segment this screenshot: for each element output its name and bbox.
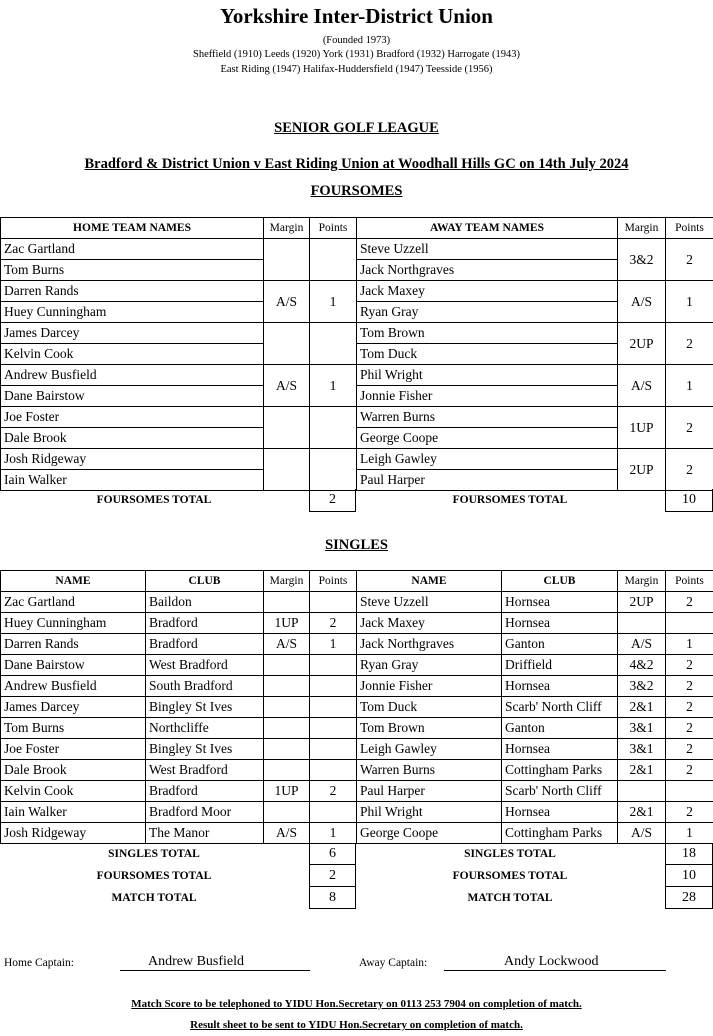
away-captain-line — [444, 970, 666, 971]
margin-header: Margin — [618, 571, 666, 592]
away-club: Hornsea — [502, 613, 618, 634]
home-captain-label: Home Captain: — [4, 957, 74, 969]
away-player-name: Tom Brown — [357, 323, 618, 344]
foursomes-row — [1, 428, 713, 449]
away-margin: 2&1 — [618, 802, 666, 823]
away-match-total: 28 — [682, 890, 696, 905]
home-margin — [264, 760, 310, 781]
home-margin: A/S — [264, 823, 310, 844]
home-margin — [264, 449, 310, 491]
away-name: Ryan Gray — [357, 655, 502, 676]
away-player-name: Jack Northgraves — [357, 260, 618, 281]
home-club-header: CLUB — [146, 571, 264, 592]
home-points — [310, 449, 357, 491]
home-club: South Bradford — [146, 676, 264, 697]
away-margin: A/S — [618, 281, 666, 323]
away-margin: 2UP — [618, 449, 666, 491]
home-club: Northcliffe — [146, 718, 264, 739]
away-margin: 4&2 — [618, 655, 666, 676]
foursomes-body — [1, 239, 713, 491]
home-margin: A/S — [264, 634, 310, 655]
foursomes-row — [1, 239, 713, 260]
home-name: Josh Ridgeway — [1, 823, 146, 844]
home-points — [310, 407, 357, 449]
foursomes-table — [0, 217, 713, 491]
away-points: 2 — [666, 760, 713, 781]
away-player-name: Warren Burns — [357, 407, 618, 428]
home-margin: 1UP — [264, 781, 310, 802]
singles-row — [1, 676, 713, 697]
home-name: Andrew Busfield — [1, 676, 146, 697]
home-club: Bradford — [146, 634, 264, 655]
home-name-header: NAME — [1, 571, 146, 592]
away-name: Tom Duck — [357, 697, 502, 718]
home-name: Joe Foster — [1, 739, 146, 760]
home-captain-line — [120, 970, 310, 971]
home-points — [310, 739, 357, 760]
singles-header-row — [1, 571, 713, 592]
home-points: 1 — [310, 634, 357, 655]
away-margin: 1UP — [618, 407, 666, 449]
home-foursomes-total: 2 — [309, 489, 356, 512]
away-name: Phil Wright — [357, 802, 502, 823]
away-club-header: CLUB — [502, 571, 618, 592]
home-points — [310, 676, 357, 697]
league-heading: SENIOR GOLF LEAGUE — [274, 120, 439, 136]
away-points: 2 — [666, 697, 713, 718]
footer-phone-note: Match Score to be telephoned to YIDU Hon.Secretary on 0113 253 7904 on completion of match. — [131, 998, 582, 1010]
home-player-name: Tom Burns — [1, 260, 264, 281]
away-match-total-label: MATCH TOTAL — [467, 892, 553, 904]
away-points: 2 — [666, 718, 713, 739]
away-club: Cottingham Parks — [502, 760, 618, 781]
away-name-header: NAME — [357, 571, 502, 592]
singles-row — [1, 592, 713, 613]
away-name: Jonnie Fisher — [357, 676, 502, 697]
foursomes-row — [1, 344, 713, 365]
away-foursomes-total-label: FOURSOMES TOTAL — [452, 494, 568, 506]
home-points — [310, 239, 357, 281]
home-club: West Bradford — [146, 760, 264, 781]
home-team-names-header: HOME TEAM NAMES — [1, 218, 264, 239]
away-player-name: Leigh Gawley — [357, 449, 618, 470]
away-club: Cottingham Parks — [502, 823, 618, 844]
home-player-name: Andrew Busfield — [1, 365, 264, 386]
foursomes-row — [1, 260, 713, 281]
home-club: Bradford Moor — [146, 802, 264, 823]
home-club: The Manor — [146, 823, 264, 844]
singles-row — [1, 802, 713, 823]
home-points: 1 — [310, 365, 357, 407]
away-name: Paul Harper — [357, 781, 502, 802]
away-margin: 3&1 — [618, 718, 666, 739]
away-club: Scarb' North Cliff — [502, 781, 618, 802]
home-margin: A/S — [264, 281, 310, 323]
home-player-name: James Darcey — [1, 323, 264, 344]
home-margin — [264, 323, 310, 365]
away-margin: A/S — [618, 823, 666, 844]
away-margin: 3&1 — [618, 739, 666, 760]
home-name: Tom Burns — [1, 718, 146, 739]
away-foursomes-summary: 10 — [666, 865, 712, 887]
away-club: Ganton — [502, 634, 618, 655]
foursomes-row — [1, 449, 713, 470]
home-player-name: Zac Gartland — [1, 239, 264, 260]
away-club: Hornsea — [502, 592, 618, 613]
home-points: 1 — [310, 823, 357, 844]
foursomes-header-row — [1, 218, 713, 239]
foursomes-row — [1, 302, 713, 323]
away-margin: A/S — [618, 365, 666, 407]
home-player-name: Kelvin Cook — [1, 344, 264, 365]
home-foursomes-summary-label: FOURSOMES TOTAL — [96, 870, 212, 882]
away-points: 1 — [666, 281, 713, 323]
document-title: Yorkshire Inter-District Union — [220, 4, 493, 28]
home-club: Baildon — [146, 592, 264, 613]
away-points: 2 — [666, 676, 713, 697]
away-points — [666, 613, 713, 634]
away-points: 1 — [666, 634, 713, 655]
away-margin: 2&1 — [618, 697, 666, 718]
singles-row — [1, 760, 713, 781]
home-player-name: Huey Cunningham — [1, 302, 264, 323]
away-margin: 2UP — [618, 592, 666, 613]
home-totals-box — [309, 843, 356, 909]
away-points: 2 — [666, 239, 713, 281]
away-team-names-header: AWAY TEAM NAMES — [357, 218, 618, 239]
home-club: West Bradford — [146, 655, 264, 676]
away-name: George Coope — [357, 823, 502, 844]
home-name: James Darcey — [1, 697, 146, 718]
away-club: Ganton — [502, 718, 618, 739]
home-name: Dale Brook — [1, 760, 146, 781]
away-points: 2 — [666, 592, 713, 613]
foursomes-row — [1, 407, 713, 428]
away-points: 2 — [666, 449, 713, 491]
home-margin — [264, 239, 310, 281]
away-singles-total: 18 — [666, 843, 712, 865]
home-margin — [264, 655, 310, 676]
home-name: Zac Gartland — [1, 592, 146, 613]
singles-row — [1, 823, 713, 844]
away-margin: 3&2 — [618, 239, 666, 281]
home-name: Iain Walker — [1, 802, 146, 823]
away-player-name: Jack Maxey — [357, 281, 618, 302]
away-singles-total-label: SINGLES TOTAL — [464, 848, 556, 860]
home-match-total: 8 — [329, 890, 336, 905]
home-player-name: Darren Rands — [1, 281, 264, 302]
away-club: Hornsea — [502, 739, 618, 760]
away-name: Tom Brown — [357, 718, 502, 739]
home-points: 2 — [310, 781, 357, 802]
away-player-name: Tom Duck — [357, 344, 618, 365]
home-player-name: Dale Brook — [1, 428, 264, 449]
away-foursomes-total: 10 — [665, 489, 713, 512]
founded-note: (Founded 1973) — [322, 35, 391, 46]
home-name: Darren Rands — [1, 634, 146, 655]
home-points — [310, 802, 357, 823]
away-margin: A/S — [618, 634, 666, 655]
away-player-name: Ryan Gray — [357, 302, 618, 323]
foursomes-row — [1, 365, 713, 386]
away-points: 2 — [666, 802, 713, 823]
home-margin — [264, 676, 310, 697]
singles-row — [1, 739, 713, 760]
away-player-name: Steve Uzzell — [357, 239, 618, 260]
home-name: Huey Cunningham — [1, 613, 146, 634]
footer-result-note: Result sheet to be sent to YIDU Hon.Secretary on completion of match. — [190, 1019, 523, 1031]
home-foursomes-total-label: FOURSOMES TOTAL — [96, 494, 212, 506]
home-margin — [264, 407, 310, 449]
away-name: Leigh Gawley — [357, 739, 502, 760]
home-margin: 1UP — [264, 613, 310, 634]
away-margin: 3&2 — [618, 676, 666, 697]
away-margin: 2&1 — [618, 760, 666, 781]
home-points — [310, 655, 357, 676]
singles-body — [1, 592, 713, 844]
away-player-name: Phil Wright — [357, 365, 618, 386]
away-name: Steve Uzzell — [357, 592, 502, 613]
away-points: 2 — [666, 407, 713, 449]
away-club: Hornsea — [502, 676, 618, 697]
points-header: Points — [666, 218, 713, 239]
home-singles-total: 6 — [310, 843, 355, 865]
home-club: Bingley St Ives — [146, 697, 264, 718]
margin-header: Margin — [618, 218, 666, 239]
away-points: 1 — [666, 823, 713, 844]
history-line-1: Sheffield (1910) Leeds (1920) York (1931) Bradford (1932) Harrogate (1943) — [193, 49, 520, 60]
singles-table — [0, 570, 713, 844]
away-name: Jack Northgraves — [357, 634, 502, 655]
away-club: Scarb' North Cliff — [502, 697, 618, 718]
home-points — [310, 592, 357, 613]
history-line-2: East Riding (1947) Halifax-Huddersfield (1947) Teesside (1956) — [220, 64, 493, 75]
home-name: Kelvin Cook — [1, 781, 146, 802]
points-header: Points — [666, 571, 713, 592]
points-header: Points — [310, 218, 357, 239]
margin-header: Margin — [264, 218, 310, 239]
match-heading: Bradford & District Union v East Riding Union at Woodhall Hills GC on 14th July 2024 — [84, 156, 629, 172]
away-club: Driffield — [502, 655, 618, 676]
away-club: Hornsea — [502, 802, 618, 823]
home-margin: A/S — [264, 365, 310, 407]
home-player-name: Joe Foster — [1, 407, 264, 428]
away-points — [666, 781, 713, 802]
home-captain-name: Andrew Busfield — [148, 954, 245, 969]
home-points — [310, 697, 357, 718]
home-club: Bradford — [146, 613, 264, 634]
away-points: 2 — [666, 655, 713, 676]
home-margin — [264, 718, 310, 739]
home-points — [310, 323, 357, 365]
away-points: 1 — [666, 365, 713, 407]
foursomes-row — [1, 386, 713, 407]
away-points: 2 — [666, 739, 713, 760]
away-margin — [618, 781, 666, 802]
home-points: 1 — [310, 281, 357, 323]
home-player-name: Iain Walker — [1, 470, 264, 491]
singles-row — [1, 634, 713, 655]
home-margin — [264, 697, 310, 718]
singles-row — [1, 613, 713, 634]
away-margin: 2UP — [618, 323, 666, 365]
home-margin — [264, 802, 310, 823]
home-club: Bradford — [146, 781, 264, 802]
away-player-name: Paul Harper — [357, 470, 618, 491]
singles-row — [1, 718, 713, 739]
home-player-name: Dane Bairstow — [1, 386, 264, 407]
home-club: Bingley St Ives — [146, 739, 264, 760]
home-match-total-label: MATCH TOTAL — [111, 892, 197, 904]
away-player-name: George Coope — [357, 428, 618, 449]
foursomes-row — [1, 281, 713, 302]
home-points: 2 — [310, 613, 357, 634]
singles-row — [1, 655, 713, 676]
away-margin — [618, 613, 666, 634]
away-name: Warren Burns — [357, 760, 502, 781]
foursomes-row — [1, 470, 713, 491]
home-name: Dane Bairstow — [1, 655, 146, 676]
home-foursomes-summary: 2 — [310, 865, 355, 887]
singles-row — [1, 697, 713, 718]
away-totals-box — [665, 843, 713, 909]
margin-header: Margin — [264, 571, 310, 592]
home-player-name: Josh Ridgeway — [1, 449, 264, 470]
home-singles-total-label: SINGLES TOTAL — [108, 848, 200, 860]
away-player-name: Jonnie Fisher — [357, 386, 618, 407]
away-foursomes-summary-label: FOURSOMES TOTAL — [452, 870, 568, 882]
away-name: Jack Maxey — [357, 613, 502, 634]
away-captain-name: Andy Lockwood — [504, 954, 599, 969]
foursomes-heading: FOURSOMES — [310, 183, 403, 199]
away-captain-label: Away Captain: — [359, 957, 428, 969]
home-points — [310, 760, 357, 781]
away-points: 2 — [666, 323, 713, 365]
home-points — [310, 718, 357, 739]
home-margin — [264, 739, 310, 760]
singles-row — [1, 781, 713, 802]
points-header: Points — [310, 571, 357, 592]
singles-heading: SINGLES — [325, 537, 388, 553]
home-margin — [264, 592, 310, 613]
foursomes-row — [1, 323, 713, 344]
